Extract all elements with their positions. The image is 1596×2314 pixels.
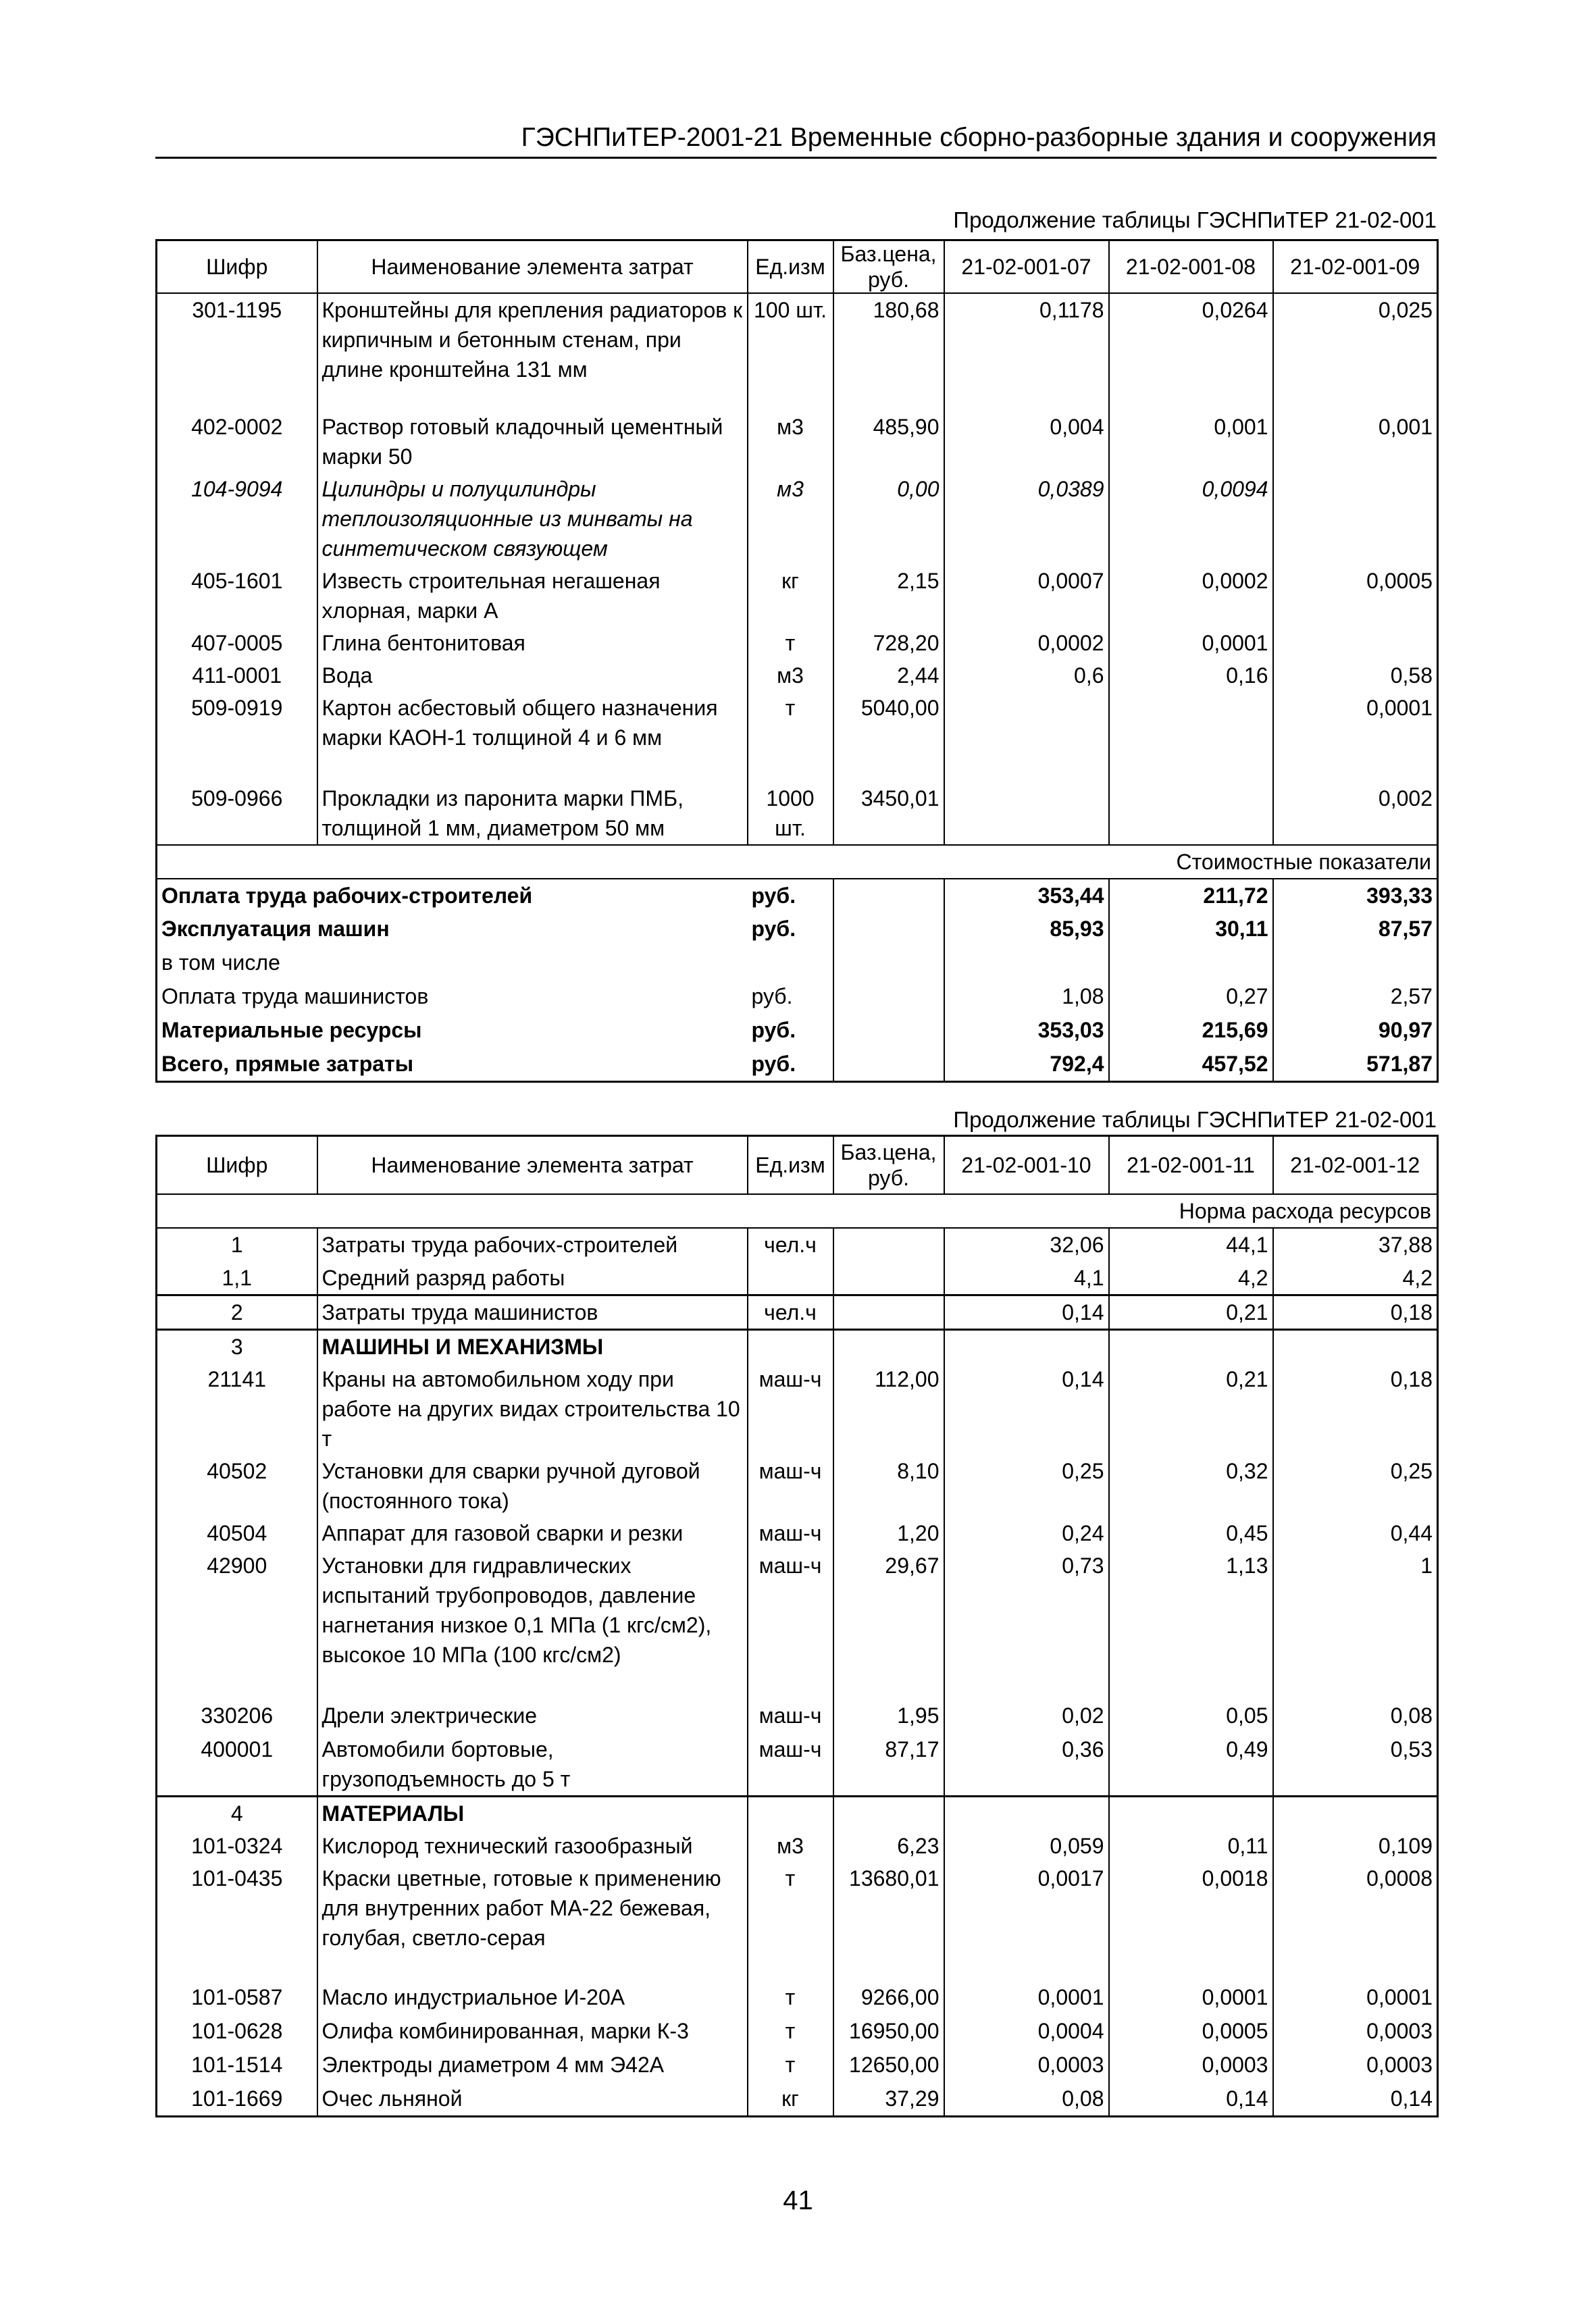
cell-v1: 0,0389 bbox=[944, 473, 1109, 565]
cell-name: Аппарат для газовой сварки и резки bbox=[317, 1517, 748, 1549]
cell-v3: 0,0001 bbox=[1273, 1981, 1438, 2015]
summary-unit bbox=[748, 946, 833, 980]
table-row bbox=[157, 565, 1438, 627]
cell-unit: маш-ч bbox=[748, 1363, 833, 1455]
cell-price: 13680,01 bbox=[833, 1862, 944, 1981]
table-row bbox=[157, 1981, 1438, 2015]
cell-name: Цилиндры и полуцилиндры теплоизоляционные из минваты на синтетическом связующем bbox=[317, 473, 748, 565]
cell-v3: 0,53 bbox=[1273, 1733, 1438, 1797]
cell-unit: маш-ч bbox=[748, 1733, 833, 1797]
cell-price: 2,15 bbox=[833, 565, 944, 627]
cell-unit: т bbox=[748, 2049, 833, 2082]
cell-code: 101-0587 bbox=[157, 1981, 317, 2015]
summary-unit: руб. bbox=[751, 917, 796, 941]
page-header: ГЭСНПиТЕР-2001-21 Временные сборно-разборные здания и сооружения bbox=[155, 119, 1437, 159]
cell-name: Дрели электрические bbox=[317, 1699, 748, 1733]
cell-v1: 0,0002 bbox=[944, 627, 1109, 659]
cell-v1: 0,0003 bbox=[944, 2049, 1109, 2082]
cell-v2 bbox=[1109, 1797, 1273, 1830]
page-number: 41 bbox=[783, 2186, 813, 2215]
cell-v2: 0,45 bbox=[1109, 1517, 1273, 1549]
cell-price: 37,29 bbox=[833, 2082, 944, 2116]
cell-v1: 0,08 bbox=[944, 2082, 1109, 2116]
summary-price bbox=[833, 980, 944, 1014]
cell-v2: 0,0018 bbox=[1109, 1862, 1273, 1981]
cell-name: Затраты труда рабочих-строителей bbox=[317, 1228, 748, 1262]
cell-v3: 0,0001 bbox=[1273, 692, 1438, 782]
cell-v3: 0,001 bbox=[1273, 411, 1438, 473]
table-row bbox=[157, 1455, 1438, 1517]
cell-price: 1,95 bbox=[833, 1699, 944, 1733]
summary-v3: 393,33 bbox=[1273, 879, 1438, 912]
cell-price bbox=[833, 1295, 944, 1330]
cell-code: 4 bbox=[157, 1797, 317, 1830]
band-label: Норма расхода ресурсов bbox=[157, 1194, 1438, 1228]
cell-v3: 0,0008 bbox=[1273, 1862, 1438, 1981]
cell-v1: 0,0004 bbox=[944, 2015, 1109, 2049]
cell-v2: 0,0005 bbox=[1109, 2015, 1273, 2049]
cell-v1 bbox=[944, 1330, 1109, 1364]
cell-v3: 0,58 bbox=[1273, 659, 1438, 692]
cell-name: Известь строительная негашеная хлорная, марки А bbox=[317, 565, 748, 627]
table-row bbox=[157, 782, 1438, 845]
cell-v1: 0,0017 bbox=[944, 1862, 1109, 1981]
cell-v2: 0,0264 bbox=[1109, 293, 1273, 411]
table-row bbox=[157, 1262, 1438, 1295]
table-row bbox=[157, 293, 1438, 411]
cell-v3: 37,88 bbox=[1273, 1228, 1438, 1262]
summary-price bbox=[833, 879, 944, 912]
summary-v3: 571,87 bbox=[1273, 1048, 1438, 1081]
cell-v1: 0,0001 bbox=[944, 1981, 1109, 2015]
cell-v2: 1,13 bbox=[1109, 1549, 1273, 1699]
cell-v2: 0,0002 bbox=[1109, 565, 1273, 627]
cell-v2 bbox=[1109, 1330, 1273, 1364]
cell-unit bbox=[748, 1797, 833, 1830]
table-row bbox=[157, 692, 1438, 782]
cell-name: Раствор готовый кладочный цементный марки 50 bbox=[317, 411, 748, 473]
cell-code: 330206 bbox=[157, 1699, 317, 1733]
cell-unit: чел.ч bbox=[748, 1295, 833, 1330]
col-header-unit: Ед.изм bbox=[748, 1136, 833, 1194]
cell-v2: 0,32 bbox=[1109, 1455, 1273, 1517]
summary-v1: 85,93 bbox=[944, 912, 1109, 946]
cell-code: 40502 bbox=[157, 1455, 317, 1517]
cell-code: 3 bbox=[157, 1330, 317, 1364]
cell-v1: 0,059 bbox=[944, 1830, 1109, 1862]
cell-code: 405-1601 bbox=[157, 565, 317, 627]
cell-unit: м3 bbox=[748, 1830, 833, 1862]
section-band bbox=[157, 1194, 1438, 1228]
section-band bbox=[157, 845, 1438, 879]
summary-v1 bbox=[944, 946, 1109, 980]
cell-code: 104-9094 bbox=[157, 473, 317, 565]
summary-v3: 90,97 bbox=[1273, 1014, 1438, 1048]
cell-v3: 0,18 bbox=[1273, 1363, 1438, 1455]
table-row bbox=[157, 2049, 1438, 2082]
cell-name: Установки для сварки ручной дуговой (постоянного тока) bbox=[317, 1455, 748, 1517]
cell-code: 101-0628 bbox=[157, 2015, 317, 2049]
cell-name: Масло индустриальное И-20А bbox=[317, 1981, 748, 2015]
table-row bbox=[157, 2015, 1438, 2049]
summary-unit: руб. bbox=[751, 984, 793, 1008]
cell-code: 411-0001 bbox=[157, 659, 317, 692]
cell-code: 21141 bbox=[157, 1363, 317, 1455]
table-row bbox=[157, 1517, 1438, 1549]
summary-unit: руб. bbox=[751, 1052, 796, 1076]
col-header-price: Баз.цена, руб. bbox=[833, 240, 944, 294]
col-header-price: Баз.цена, руб. bbox=[833, 1136, 944, 1194]
summary-row bbox=[157, 1048, 1438, 1081]
table1-caption: Продолжение таблицы ГЭСНПиТЕР 21-02-001 bbox=[953, 207, 1437, 232]
cell-name: Электроды диаметром 4 мм Э42А bbox=[317, 2049, 748, 2082]
cell-price: 12650,00 bbox=[833, 2049, 944, 2082]
summary-name: Оплата труда машинистов bbox=[161, 984, 429, 1008]
cell-unit: т bbox=[748, 1862, 833, 1981]
cell-code: 402-0002 bbox=[157, 411, 317, 473]
cell-code: 101-0324 bbox=[157, 1830, 317, 1862]
table-row bbox=[157, 2082, 1438, 2116]
cell-unit: т bbox=[748, 627, 833, 659]
cell-unit: м3 bbox=[748, 659, 833, 692]
cell-v2 bbox=[1109, 782, 1273, 845]
cell-code: 400001 bbox=[157, 1733, 317, 1797]
band-label: Стоимостные показатели bbox=[157, 845, 1438, 879]
cell-name: Кислород технический газообразный bbox=[317, 1830, 748, 1862]
cell-price: 8,10 bbox=[833, 1455, 944, 1517]
cell-unit: м3 bbox=[748, 473, 833, 565]
col-header-09: 21-02-001-09 bbox=[1273, 240, 1438, 294]
cell-v1 bbox=[944, 782, 1109, 845]
summary-v1: 792,4 bbox=[944, 1048, 1109, 1081]
cell-v1: 0,0007 bbox=[944, 565, 1109, 627]
section-title: МАШИНЫ И МЕХАНИЗМЫ bbox=[317, 1330, 748, 1364]
summary-unit: руб. bbox=[751, 883, 796, 908]
cell-price: 728,20 bbox=[833, 627, 944, 659]
col-header-unit: Ед.изм bbox=[748, 240, 833, 294]
cell-price bbox=[833, 1797, 944, 1830]
summary-row bbox=[157, 879, 1438, 912]
cell-price: 5040,00 bbox=[833, 692, 944, 782]
cell-unit: т bbox=[748, 692, 833, 782]
cell-unit: кг bbox=[748, 565, 833, 627]
cell-v1: 0,25 bbox=[944, 1455, 1109, 1517]
cell-code: 40504 bbox=[157, 1517, 317, 1549]
resource-table-2 bbox=[155, 1135, 1439, 2117]
cell-v3: 0,109 bbox=[1273, 1830, 1438, 1862]
cell-name: Кронштейны для крепления радиаторов к кирпичным и бетонным стенам, при длине кронштейна 131 мм bbox=[317, 293, 748, 411]
cell-v2: 0,21 bbox=[1109, 1363, 1273, 1455]
summary-unit: руб. bbox=[751, 1018, 796, 1042]
summary-row bbox=[157, 946, 1438, 980]
cell-v1: 0,14 bbox=[944, 1295, 1109, 1330]
table-row bbox=[157, 1699, 1438, 1733]
summary-name: в том числе bbox=[161, 950, 280, 975]
summary-name: Всего, прямые затраты bbox=[161, 1052, 414, 1076]
cell-price: 87,17 bbox=[833, 1733, 944, 1797]
table-row bbox=[157, 1228, 1438, 1262]
cell-v1: 0,24 bbox=[944, 1517, 1109, 1549]
cell-code: 42900 bbox=[157, 1549, 317, 1699]
summary-v3: 87,57 bbox=[1273, 912, 1438, 946]
cell-name: Очес льняной bbox=[317, 2082, 748, 2116]
cell-price bbox=[833, 1228, 944, 1262]
cell-price: 485,90 bbox=[833, 411, 944, 473]
cell-v2: 0,11 bbox=[1109, 1830, 1273, 1862]
summary-row bbox=[157, 912, 1438, 946]
cell-v3: 0,44 bbox=[1273, 1517, 1438, 1549]
cell-v3 bbox=[1273, 1330, 1438, 1364]
cell-name: Средний разряд работы bbox=[317, 1262, 748, 1295]
summary-v1: 353,03 bbox=[944, 1014, 1109, 1048]
cell-v2 bbox=[1109, 692, 1273, 782]
cell-v1: 0,73 bbox=[944, 1549, 1109, 1699]
cell-name: Краны на автомобильном ходу при работе на других видах строительства 10 т bbox=[317, 1363, 748, 1455]
cell-price: 2,44 bbox=[833, 659, 944, 692]
cell-unit bbox=[748, 1262, 833, 1295]
cell-v1: 0,004 bbox=[944, 411, 1109, 473]
cell-v1: 0,36 bbox=[944, 1733, 1109, 1797]
cell-code: 101-1669 bbox=[157, 2082, 317, 2116]
section-row bbox=[157, 1330, 1438, 1364]
cell-v3: 1 bbox=[1273, 1549, 1438, 1699]
cell-v1: 0,6 bbox=[944, 659, 1109, 692]
cell-v1: 4,1 bbox=[944, 1262, 1109, 1295]
cell-unit: м3 bbox=[748, 411, 833, 473]
cell-code: 2 bbox=[157, 1295, 317, 1330]
cell-v2: 0,0094 bbox=[1109, 473, 1273, 565]
summary-v2 bbox=[1109, 946, 1273, 980]
table-row bbox=[157, 1363, 1438, 1455]
cell-v1 bbox=[944, 1797, 1109, 1830]
table-row bbox=[157, 1862, 1438, 1981]
cell-unit: маш-ч bbox=[748, 1517, 833, 1549]
cell-unit: маш-ч bbox=[748, 1455, 833, 1517]
section-title: МАТЕРИАЛЫ bbox=[317, 1797, 748, 1830]
cell-unit: т bbox=[748, 1981, 833, 2015]
cell-unit: чел.ч bbox=[748, 1228, 833, 1262]
cell-unit: 1000 шт. bbox=[748, 782, 833, 845]
cell-unit: т bbox=[748, 2015, 833, 2049]
cell-price: 3450,01 bbox=[833, 782, 944, 845]
cell-v3: 0,002 bbox=[1273, 782, 1438, 845]
cell-unit: кг bbox=[748, 2082, 833, 2116]
summary-v3: 2,57 bbox=[1273, 980, 1438, 1014]
col-header-code: Шифр bbox=[157, 240, 317, 294]
cell-name: Краски цветные, готовые к применению для внутренних работ МА-22 бежевая, голубая, светло-серая bbox=[317, 1862, 748, 1981]
cell-v2: 0,0001 bbox=[1109, 1981, 1273, 2015]
cell-code: 509-0919 bbox=[157, 692, 317, 782]
summary-v2: 457,52 bbox=[1109, 1048, 1273, 1081]
table-row bbox=[157, 1549, 1438, 1699]
cell-v3: 0,25 bbox=[1273, 1455, 1438, 1517]
cell-unit: маш-ч bbox=[748, 1549, 833, 1699]
col-header-10: 21-02-001-10 bbox=[944, 1136, 1109, 1194]
cell-price: 112,00 bbox=[833, 1363, 944, 1455]
cell-price: 6,23 bbox=[833, 1830, 944, 1862]
cell-price bbox=[833, 1262, 944, 1295]
summary-row bbox=[157, 1014, 1438, 1048]
table-row bbox=[157, 1733, 1438, 1797]
table-row bbox=[157, 1295, 1438, 1330]
cell-unit: 100 шт. bbox=[748, 293, 833, 411]
cell-v2: 0,0001 bbox=[1109, 627, 1273, 659]
col-header-11: 21-02-001-11 bbox=[1109, 1136, 1273, 1194]
cell-name: Олифа комбинированная, марки К-3 bbox=[317, 2015, 748, 2049]
table-row bbox=[157, 473, 1438, 565]
cell-code: 1,1 bbox=[157, 1262, 317, 1295]
col-header-name: Наименование элемента затрат bbox=[317, 1136, 748, 1194]
summary-v2: 215,69 bbox=[1109, 1014, 1273, 1048]
cell-v3: 0,025 bbox=[1273, 293, 1438, 411]
cell-name: Автомобили бортовые, грузоподъемность до 5 т bbox=[317, 1733, 748, 1797]
cell-code: 509-0966 bbox=[157, 782, 317, 845]
col-header-12: 21-02-001-12 bbox=[1273, 1136, 1438, 1194]
cell-v2: 0,49 bbox=[1109, 1733, 1273, 1797]
cell-v1: 0,02 bbox=[944, 1699, 1109, 1733]
cell-v2: 0,001 bbox=[1109, 411, 1273, 473]
table-row bbox=[157, 627, 1438, 659]
cell-v3: 0,0003 bbox=[1273, 2049, 1438, 2082]
cell-v2: 0,16 bbox=[1109, 659, 1273, 692]
summary-v3 bbox=[1273, 946, 1438, 980]
table2-caption: Продолжение таблицы ГЭСНПиТЕР 21-02-001 bbox=[953, 1107, 1437, 1132]
cell-v2: 44,1 bbox=[1109, 1228, 1273, 1262]
cell-price: 9266,00 bbox=[833, 1981, 944, 2015]
cell-v3 bbox=[1273, 473, 1438, 565]
summary-price bbox=[833, 1014, 944, 1048]
summary-v1: 1,08 bbox=[944, 980, 1109, 1014]
summary-price bbox=[833, 946, 944, 980]
cell-price: 1,20 bbox=[833, 1517, 944, 1549]
col-header-code: Шифр bbox=[157, 1136, 317, 1194]
cell-name: Прокладки из паронита марки ПМБ, толщиной 1 мм, диаметром 50 мм bbox=[317, 782, 748, 845]
cell-code: 301-1195 bbox=[157, 293, 317, 411]
summary-name: Оплата труда рабочих-строителей bbox=[161, 883, 533, 908]
cell-name: Глина бентонитовая bbox=[317, 627, 748, 659]
summary-row bbox=[157, 980, 1438, 1014]
cell-code: 407-0005 bbox=[157, 627, 317, 659]
cell-v2: 0,21 bbox=[1109, 1295, 1273, 1330]
table-row bbox=[157, 659, 1438, 692]
col-header-08: 21-02-001-08 bbox=[1109, 240, 1273, 294]
cell-v3: 0,0005 bbox=[1273, 565, 1438, 627]
cell-unit: маш-ч bbox=[748, 1699, 833, 1733]
cell-v3 bbox=[1273, 627, 1438, 659]
cell-v2: 0,05 bbox=[1109, 1699, 1273, 1733]
cell-name: Установки для гидравлических испытаний трубопроводов, давление нагнетания низкое 0,1 МПа (1 кгс/см2), высокое 10 МПа (100 кгс/см2) bbox=[317, 1549, 748, 1699]
table-row bbox=[157, 1830, 1438, 1862]
cell-v1: 0,1178 bbox=[944, 293, 1109, 411]
summary-v2: 211,72 bbox=[1109, 879, 1273, 912]
summary-v2: 30,11 bbox=[1109, 912, 1273, 946]
col-header-name: Наименование элемента затрат bbox=[317, 240, 748, 294]
cell-v3: 0,08 bbox=[1273, 1699, 1438, 1733]
cell-v3: 4,2 bbox=[1273, 1262, 1438, 1295]
cell-code: 101-0435 bbox=[157, 1862, 317, 1981]
cell-v1: 0,14 bbox=[944, 1363, 1109, 1455]
cell-code: 101-1514 bbox=[157, 2049, 317, 2082]
cell-v2: 4,2 bbox=[1109, 1262, 1273, 1295]
cell-price bbox=[833, 1330, 944, 1364]
cell-v2: 0,0003 bbox=[1109, 2049, 1273, 2082]
cell-name: Затраты труда машинистов bbox=[317, 1295, 748, 1330]
summary-v2: 0,27 bbox=[1109, 980, 1273, 1014]
table-row bbox=[157, 411, 1438, 473]
cell-name: Картон асбестовый общего назначения марки КАОН-1 толщиной 4 и 6 мм bbox=[317, 692, 748, 782]
resource-table-1 bbox=[155, 239, 1439, 1083]
cell-v1: 32,06 bbox=[944, 1228, 1109, 1262]
cell-v3 bbox=[1273, 1797, 1438, 1830]
cell-v1 bbox=[944, 692, 1109, 782]
summary-v1: 353,44 bbox=[944, 879, 1109, 912]
cell-code: 1 bbox=[157, 1228, 317, 1262]
cell-price: 0,00 bbox=[833, 473, 944, 565]
cell-v3: 0,14 bbox=[1273, 2082, 1438, 2116]
cell-v2: 0,14 bbox=[1109, 2082, 1273, 2116]
cell-price: 180,68 bbox=[833, 293, 944, 411]
cell-v3: 0,0003 bbox=[1273, 2015, 1438, 2049]
summary-price bbox=[833, 912, 944, 946]
summary-price bbox=[833, 1048, 944, 1081]
cell-price: 29,67 bbox=[833, 1549, 944, 1699]
cell-unit bbox=[748, 1330, 833, 1364]
col-header-07: 21-02-001-07 bbox=[944, 240, 1109, 294]
cell-name: Вода bbox=[317, 659, 748, 692]
summary-name: Материальные ресурсы bbox=[161, 1018, 422, 1042]
summary-name: Эксплуатация машин bbox=[161, 917, 390, 941]
section-row bbox=[157, 1797, 1438, 1830]
cell-v3: 0,18 bbox=[1273, 1295, 1438, 1330]
cell-price: 16950,00 bbox=[833, 2015, 944, 2049]
